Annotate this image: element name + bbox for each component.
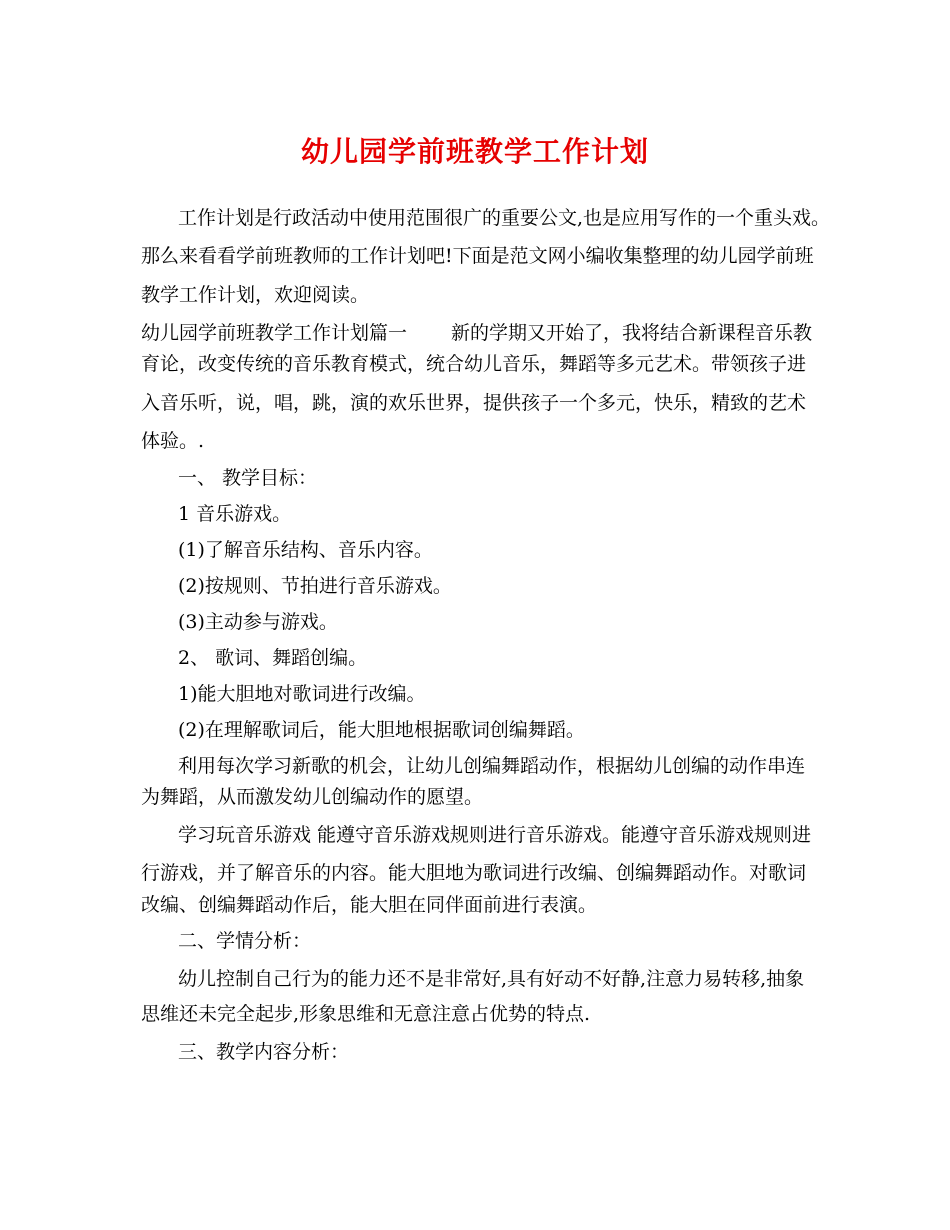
paragraph-line: 利用每次学习新歌的机会，让幼儿创编舞蹈动作，根据幼儿创编的动作串连 xyxy=(178,755,806,777)
paragraph-line: 入音乐听，说，唱，跳，演的欢乐世界，提供孩子一个多元，快乐，精致的艺术 xyxy=(141,392,807,414)
heading-line: 二、学情分析： xyxy=(178,930,312,952)
list-item: (1)了解音乐结构、音乐内容。 xyxy=(178,539,433,561)
paragraph-line: 幼儿控制自己行为的能力还不是非常好,具有好动不好静,注意力易转移,抽象 xyxy=(178,968,805,990)
paragraph-line: 育论，改变传统的音乐教育模式，统合幼儿音乐，舞蹈等多元艺术。带领孩子进 xyxy=(141,353,807,375)
paragraph-line: 工作计划是行政活动中使用范围很广的重要公文,也是应用写作的一个重头戏。 xyxy=(178,207,831,229)
list-item: 1)能大胆地对歌词进行改编。 xyxy=(178,683,426,705)
list-item: 1 音乐游戏。 xyxy=(178,503,292,525)
paragraph-line: 思维还未完全起步,形象思维和无意注意占优势的特点. xyxy=(141,1003,591,1025)
heading-line: 一、 教学目标： xyxy=(178,467,318,489)
list-item: (2)按规则、节拍进行音乐游戏。 xyxy=(178,575,452,597)
section-heading: 幼儿园学前班教学工作计划篇一 xyxy=(141,322,408,344)
list-item: (2)在理解歌词后，能大胆地根据歌词创编舞蹈。 xyxy=(178,719,585,741)
paragraph-line: 为舞蹈，从而激发幼儿创编动作的愿望。 xyxy=(141,786,484,808)
document-title: 幼儿园学前班教学工作计划 xyxy=(300,135,649,168)
paragraph-text: 新的学期又开始了，我将结合新课程音乐教 xyxy=(451,322,813,344)
paragraph-line: 体验。. xyxy=(141,430,205,452)
paragraph-line: 教学工作计划，欢迎阅读。 xyxy=(141,284,370,306)
paragraph-line: 行游戏，并了解音乐的内容。能大胆地为歌词进行改编、创编舞蹈动作。对歌词 xyxy=(141,862,807,884)
paragraph-line: 那么来看看学前班教师的工作计划吧!下面是范文网小编收集整理的幼儿园学前班 xyxy=(141,245,814,267)
paragraph-line-section xyxy=(141,320,812,346)
list-item: 2、 歌词、舞蹈创编。 xyxy=(178,647,368,669)
paragraph-line: 学习玩音乐游戏 能遵守音乐游戏规则进行音乐游戏。能遵守音乐游戏规则进 xyxy=(178,824,812,846)
list-item: (3)主动参与游戏。 xyxy=(178,611,338,633)
heading-line: 三、教学内容分析： xyxy=(178,1041,350,1063)
paragraph-line: 改编、创编舞蹈动作后，能大胆在同伴面前进行表演。 xyxy=(141,894,598,916)
